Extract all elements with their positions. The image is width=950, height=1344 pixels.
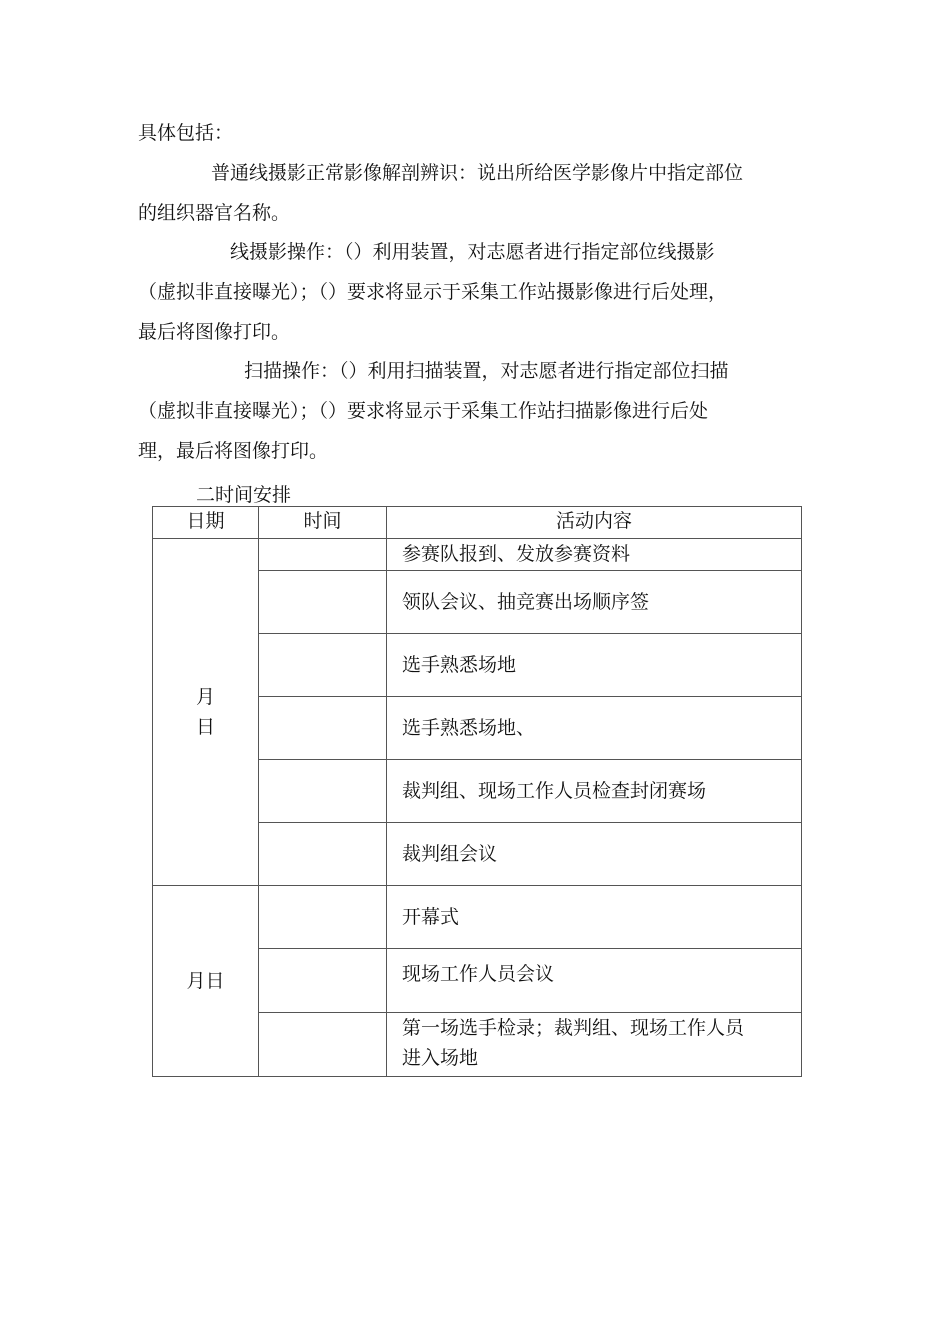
schedule-table [152, 506, 802, 1077]
activity-cell: 领队会议、抽竞赛出场顺序签 [387, 571, 802, 634]
activity-cell: 选手熟悉场地 [387, 634, 802, 697]
column-header-activity: 活动内容 [387, 507, 802, 539]
time-cell [259, 571, 387, 634]
activity-cell: 选手熟悉场地、 [387, 697, 802, 760]
date-text: 月日 [186, 970, 225, 992]
paragraph-line: 具体包括： [138, 122, 234, 144]
time-cell [259, 1013, 387, 1077]
time-cell [259, 697, 387, 760]
activity-cell: 裁判组、现场工作人员检查封闭赛场 [387, 760, 802, 823]
paragraph-line: 扫描操作：（）利用扫描装置，对志愿者进行指定部位扫描 [244, 360, 729, 382]
activity-cell [387, 1013, 802, 1077]
table-header-row [153, 507, 802, 539]
paragraph-line: （虚拟非直接曝光）；（）要求将显示于采集工作站扫描影像进行后处 [138, 400, 709, 422]
activity-cell: 开幕式 [387, 886, 802, 949]
activity-text: 第一场选手检录；裁判组、现场工作人员 [402, 1017, 745, 1039]
table-row [153, 539, 802, 571]
time-cell [259, 539, 387, 571]
column-header-date: 日期 [153, 507, 259, 539]
activity-text: 进入场地 [402, 1047, 479, 1069]
paragraph-line: 最后将图像打印。 [138, 321, 291, 343]
activity-cell: 现场工作人员会议 [387, 949, 802, 1013]
scan-operation-paragraph [138, 351, 808, 471]
time-cell [259, 886, 387, 949]
xray-operation-paragraph [138, 232, 808, 352]
paragraph-line: 的组织器官名称。 [138, 202, 291, 224]
paragraph-line: 普通线摄影正常影像解剖辨识：说出所给医学影像片中指定部位 [211, 162, 744, 184]
time-cell [259, 760, 387, 823]
column-header-time: 时间 [259, 507, 387, 539]
time-cell [259, 823, 387, 886]
activity-cell: 参赛队报到、发放参赛资料 [387, 539, 802, 571]
intro-paragraph [138, 113, 808, 153]
anatomy-recognition-paragraph [138, 153, 808, 233]
time-cell [259, 949, 387, 1013]
date-text: 月 [195, 686, 215, 708]
paragraph-line: 理，最后将图像打印。 [138, 440, 329, 462]
date-cell [153, 886, 259, 1077]
date-text: 日 [195, 716, 215, 738]
time-cell [259, 634, 387, 697]
paragraph-line: （虚拟非直接曝光）；（）要求将显示于采集工作站摄影像进行后处理， [138, 281, 728, 303]
paragraph-line: 线摄影操作：（）利用装置，对志愿者进行指定部位线摄影 [230, 241, 715, 263]
activity-cell: 裁判组会议 [387, 823, 802, 886]
date-cell [153, 539, 259, 886]
section-title: 二时间安排 [196, 484, 292, 506]
table-row [153, 886, 802, 949]
